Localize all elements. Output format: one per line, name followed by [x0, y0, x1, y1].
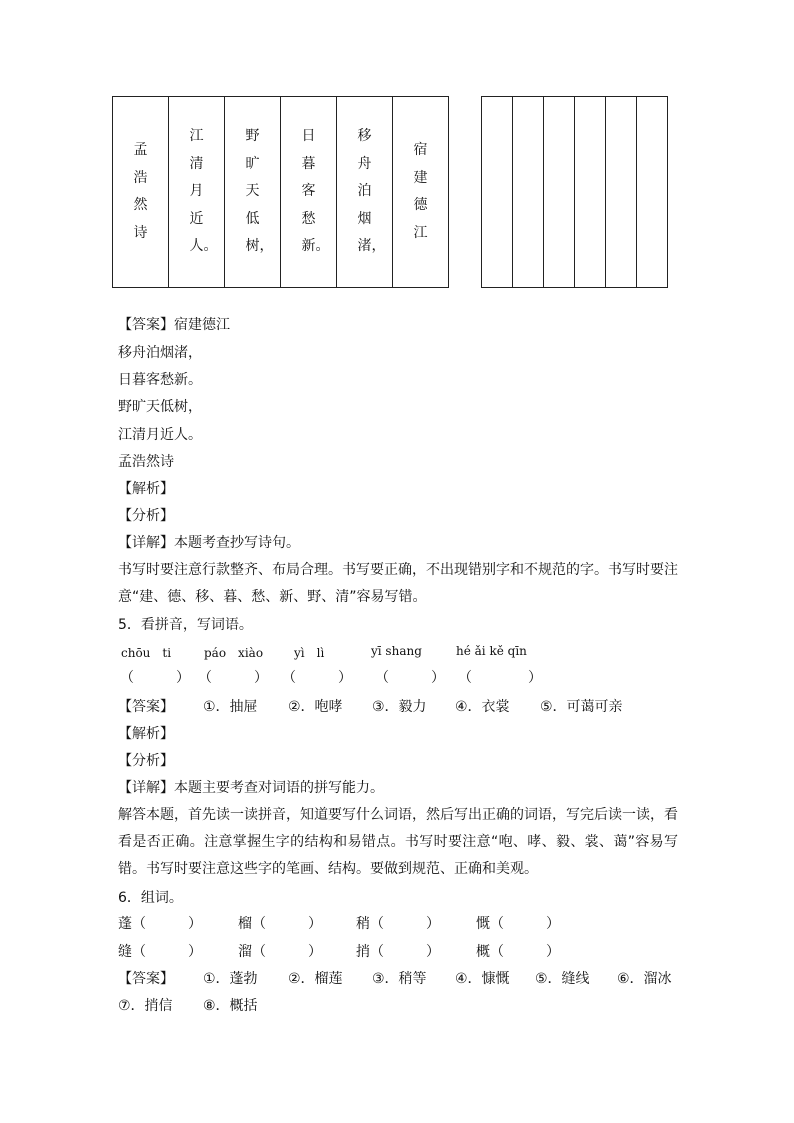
blank-cell	[575, 97, 606, 288]
word-blank: 缝（ ）	[118, 944, 202, 960]
word-blank: 稍（ ）	[356, 916, 440, 932]
poem-cell	[393, 97, 449, 288]
answer-item: ⑥．溜冰	[617, 971, 672, 987]
answer-blank: （ ）	[458, 670, 542, 686]
poem-table	[112, 96, 449, 288]
pinyin-item: hé ǎi kě qīn	[456, 644, 527, 658]
detail-label: 【详解】本题主要考查对词语的拼写能力。	[118, 780, 384, 796]
pinyin-item: yì lì	[294, 646, 325, 660]
poem-cell	[337, 97, 393, 288]
explanation-paragraph: 解答本题，首先读一读拼音，知道要写什么词语，然后写出正确的词语，写完后读一读，看看是否正确。注意掌握生字的结构和易错点。书写时要注意“咆、哮、毅、裳、蔼”容易写错。书写时要注意这些字的笔画、结构。要做到规范、正确和美观。	[118, 807, 678, 877]
answer-blank: （ ）	[120, 670, 190, 686]
word-blank: 慨（ ）	[476, 916, 560, 932]
answer-item: ③．稍等	[372, 971, 427, 987]
poem-column-text: 野旷天低树，	[245, 128, 274, 255]
analysis-label: 【分析】	[118, 508, 174, 524]
answer-label: 【答案】	[118, 699, 174, 715]
word-blank: 概（ ）	[476, 944, 560, 960]
question-6-title: 6．组词。	[118, 890, 183, 906]
answer-line: 孟浩然诗	[118, 454, 174, 470]
answer-line: 野旷天低树，	[118, 399, 202, 415]
answer-blank: （ ）	[375, 670, 445, 686]
word-blank: 溜（ ）	[238, 944, 322, 960]
answer-blank: （ ）	[282, 670, 352, 686]
answer-item: ⑦．捎信	[118, 998, 173, 1014]
poem-cell	[281, 97, 337, 288]
answer-item: ①．抽屉	[203, 699, 258, 715]
question-5-title: 5．看拼音，写词语。	[118, 617, 253, 633]
pinyin-item: páo xiào	[204, 646, 264, 660]
answer-line: 移舟泊烟渚，	[118, 345, 202, 361]
blank-cell	[637, 97, 668, 288]
word-blank: 蓬（ ）	[118, 916, 202, 932]
explanation-paragraph: 书写时要注意行款整齐、布局合理。书写要正确，不出现错别字和不规范的字。书写时要注意“建、德、移、暮、愁、新、野、清”容易写错。	[118, 562, 678, 605]
poem-column-text: 移舟泊烟渚，	[357, 128, 386, 255]
analysis-label: 【分析】	[118, 753, 174, 769]
answer-label: 【答案】	[118, 971, 174, 987]
analysis-label: 【解析】	[118, 481, 174, 497]
poem-cell	[225, 97, 281, 288]
poem-column-text: 宿建德江	[413, 142, 428, 241]
answer-item: ④．衣裳	[455, 699, 510, 715]
blank-cell	[513, 97, 544, 288]
answer-item: ④．慷慨	[455, 971, 510, 987]
poem-cell	[169, 97, 225, 288]
answer-blank: （ ）	[198, 670, 268, 686]
blank-cell	[482, 97, 513, 288]
word-blank: 榴（ ）	[238, 916, 322, 932]
blank-cell	[544, 97, 575, 288]
answer-line: 日暮客愁新。	[118, 372, 202, 388]
answer-item: ②．榴莲	[288, 971, 343, 987]
pinyin-item: yī shang	[371, 644, 422, 658]
answer-line: 【答案】宿建德江	[118, 317, 230, 333]
answer-item: ②．咆哮	[288, 699, 343, 715]
poem-column-text: 江清月近人。	[189, 128, 218, 255]
word-blank: 捎（ ）	[356, 944, 440, 960]
answer-item: ⑧．概括	[203, 998, 258, 1014]
pinyin-item: chōu ti	[121, 646, 172, 660]
answer-item: ①．蓬勃	[203, 971, 258, 987]
analysis-label: 【解析】	[118, 726, 174, 742]
poem-column-text: 日暮客愁新。	[301, 128, 330, 255]
answer-item: ⑤．可蔼可亲	[540, 699, 623, 715]
poem-cell	[113, 97, 169, 288]
detail-label: 【详解】本题考查抄写诗句。	[118, 535, 300, 551]
answer-line: 江清月近人。	[118, 427, 202, 443]
answer-item: ③．毅力	[372, 699, 427, 715]
blank-cell	[606, 97, 637, 288]
poem-column-text: 孟浩然诗	[133, 142, 148, 241]
blank-writing-grid	[481, 96, 668, 288]
answer-item: ⑤．缝线	[535, 971, 590, 987]
